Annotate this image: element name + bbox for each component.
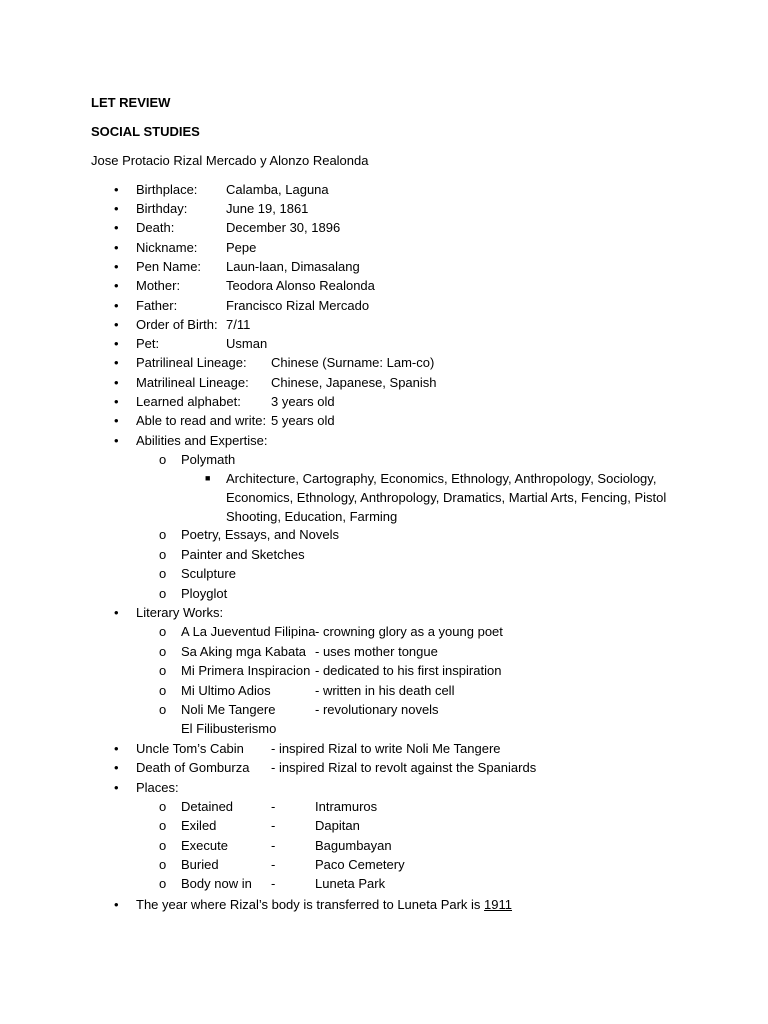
fact-value: 5 years old <box>271 413 335 428</box>
place-value: Luneta Park <box>315 876 386 891</box>
influence-title: Death of Gomburza <box>136 760 250 775</box>
square-bullet-icon: ■ <box>205 473 211 483</box>
place-label: Detained <box>181 799 234 814</box>
place-value: Paco Cemetery <box>315 857 405 872</box>
literary-label: Literary Works: <box>136 605 224 620</box>
bullet-icon: • <box>114 317 119 332</box>
fact-label: Father: <box>136 298 178 313</box>
fact-value: Chinese, Japanese, Spanish <box>271 375 437 390</box>
circle-bullet-icon: o <box>159 644 167 659</box>
fact-label: Birthplace: <box>136 182 198 197</box>
circle-bullet-icon: o <box>159 683 167 698</box>
work-title: Mi Ultimo Adios <box>181 683 271 698</box>
bullet-icon: • <box>114 220 119 235</box>
circle-bullet-icon: o <box>159 838 167 853</box>
ability-item: Poetry, Essays, and Novels <box>181 527 339 542</box>
work-desc: - dedicated to his first inspiration <box>315 663 502 678</box>
fact-label: Order of Birth: <box>136 317 218 332</box>
ability-item: Sculpture <box>181 566 236 581</box>
place-label: Buried <box>181 857 219 872</box>
full-name: Jose Protacio Rizal Mercado y Alonzo Realonda <box>91 153 369 168</box>
work-desc: - revolutionary novels <box>315 702 439 717</box>
place-dash: - <box>271 838 276 853</box>
final-text: The year where Rizal’s body is transferred to Luneta Park is <box>136 897 485 912</box>
polymath-detail-line: Architecture, Cartography, Economics, Ethnology, Anthropology, Sociology, <box>226 471 657 486</box>
fact-label: Death: <box>136 220 175 235</box>
work-desc: - crowning glory as a young poet <box>315 624 503 639</box>
circle-bullet-icon: o <box>159 527 167 542</box>
fact-label: Mother: <box>136 278 181 293</box>
influence-desc: - inspired Rizal to write Noli Me Tangere <box>271 741 501 756</box>
influence-title: Uncle Tom’s Cabin <box>136 741 244 756</box>
circle-bullet-icon: o <box>159 663 167 678</box>
bullet-icon: • <box>114 605 119 620</box>
bullet-icon: • <box>114 278 119 293</box>
circle-bullet-icon: o <box>159 857 167 872</box>
work-title: A La Jueventud Filipina <box>181 624 316 639</box>
circle-bullet-icon: o <box>159 818 167 833</box>
fact-label: Matrilineal Lineage: <box>136 375 249 390</box>
fact-label: Pen Name: <box>136 259 202 274</box>
bullet-icon: • <box>114 298 119 313</box>
fact-value: Teodora Alonso Realonda <box>226 278 375 293</box>
fact-value: Pepe <box>226 240 257 255</box>
circle-bullet-icon: o <box>159 547 167 562</box>
bullet-icon: • <box>114 336 119 351</box>
circle-bullet-icon: o <box>159 452 167 467</box>
bullet-icon: • <box>114 413 119 428</box>
place-value: Dapitan <box>315 818 360 833</box>
place-label: Body now in <box>181 876 252 891</box>
places-label: Places: <box>136 780 179 795</box>
polymath-detail-line: Shooting, Education, Farming <box>226 509 398 524</box>
fact-label: Nickname: <box>136 240 198 255</box>
fact-value: Calamba, Laguna <box>226 182 329 197</box>
circle-bullet-icon: o <box>159 566 167 581</box>
bullet-icon: • <box>114 897 119 912</box>
bullet-icon: • <box>114 741 119 756</box>
influence-desc: - inspired Rizal to revolt against the Spaniards <box>271 760 537 775</box>
bullet-icon: • <box>114 355 119 370</box>
fact-value: Francisco Rizal Mercado <box>226 298 370 313</box>
circle-bullet-icon: o <box>159 702 167 717</box>
place-label: Exiled <box>181 818 217 833</box>
bullet-icon: • <box>114 182 119 197</box>
fact-value: 7/11 <box>226 317 251 332</box>
work-desc: - written in his death cell <box>315 683 455 698</box>
bullet-icon: • <box>114 259 119 274</box>
final-year: 1911 <box>484 897 513 912</box>
ability-item: Painter and Sketches <box>181 547 305 562</box>
bullet-icon: • <box>114 760 119 775</box>
bullet-icon: • <box>114 780 119 795</box>
subject-heading: SOCIAL STUDIES <box>91 124 200 139</box>
work-title: El Filibusterismo <box>181 721 277 736</box>
fact-value: Laun-laan, Dimasalang <box>226 259 360 274</box>
fact-label: Able to read and write: <box>136 413 267 428</box>
final-statement <box>136 897 512 913</box>
bullet-icon: • <box>114 240 119 255</box>
circle-bullet-icon: o <box>159 799 167 814</box>
work-title: Noli Me Tangere <box>181 702 276 717</box>
place-value: Bagumbayan <box>315 838 392 853</box>
ability-item: Polymath <box>181 452 236 467</box>
place-dash: - <box>271 818 276 833</box>
work-desc: - uses mother tongue <box>315 644 438 659</box>
bullet-icon: • <box>114 433 119 448</box>
place-dash: - <box>271 799 276 814</box>
place-dash: - <box>271 857 276 872</box>
fact-value: June 19, 1861 <box>226 201 309 216</box>
place-label: Execute <box>181 838 228 853</box>
fact-label: Patrilineal Lineage: <box>136 355 247 370</box>
fact-value: Usman <box>226 336 268 351</box>
fact-value: Chinese (Surname: Lam-co) <box>271 355 435 370</box>
polymath-detail-line: Economics, Ethnology, Anthropology, Dramatics, Martial Arts, Fencing, Pistol <box>226 490 667 505</box>
document-title: LET REVIEW <box>91 95 171 110</box>
fact-value: 3 years old <box>271 394 335 409</box>
bullet-icon: • <box>114 375 119 390</box>
fact-label: Learned alphabet: <box>136 394 241 409</box>
bullet-icon: • <box>114 394 119 409</box>
bullet-icon: • <box>114 201 119 216</box>
ability-item: Ployglot <box>181 586 228 601</box>
work-title: Mi Primera Inspiracion <box>181 663 311 678</box>
circle-bullet-icon: o <box>159 624 167 639</box>
fact-value: December 30, 1896 <box>226 220 341 235</box>
circle-bullet-icon: o <box>159 586 167 601</box>
circle-bullet-icon: o <box>159 876 167 891</box>
abilities-label: Abilities and Expertise: <box>136 433 268 448</box>
work-title: Sa Aking mga Kabata <box>181 644 307 659</box>
fact-label: Birthday: <box>136 201 188 216</box>
fact-label: Pet: <box>136 336 160 351</box>
place-dash: - <box>271 876 276 891</box>
place-value: Intramuros <box>315 799 378 814</box>
